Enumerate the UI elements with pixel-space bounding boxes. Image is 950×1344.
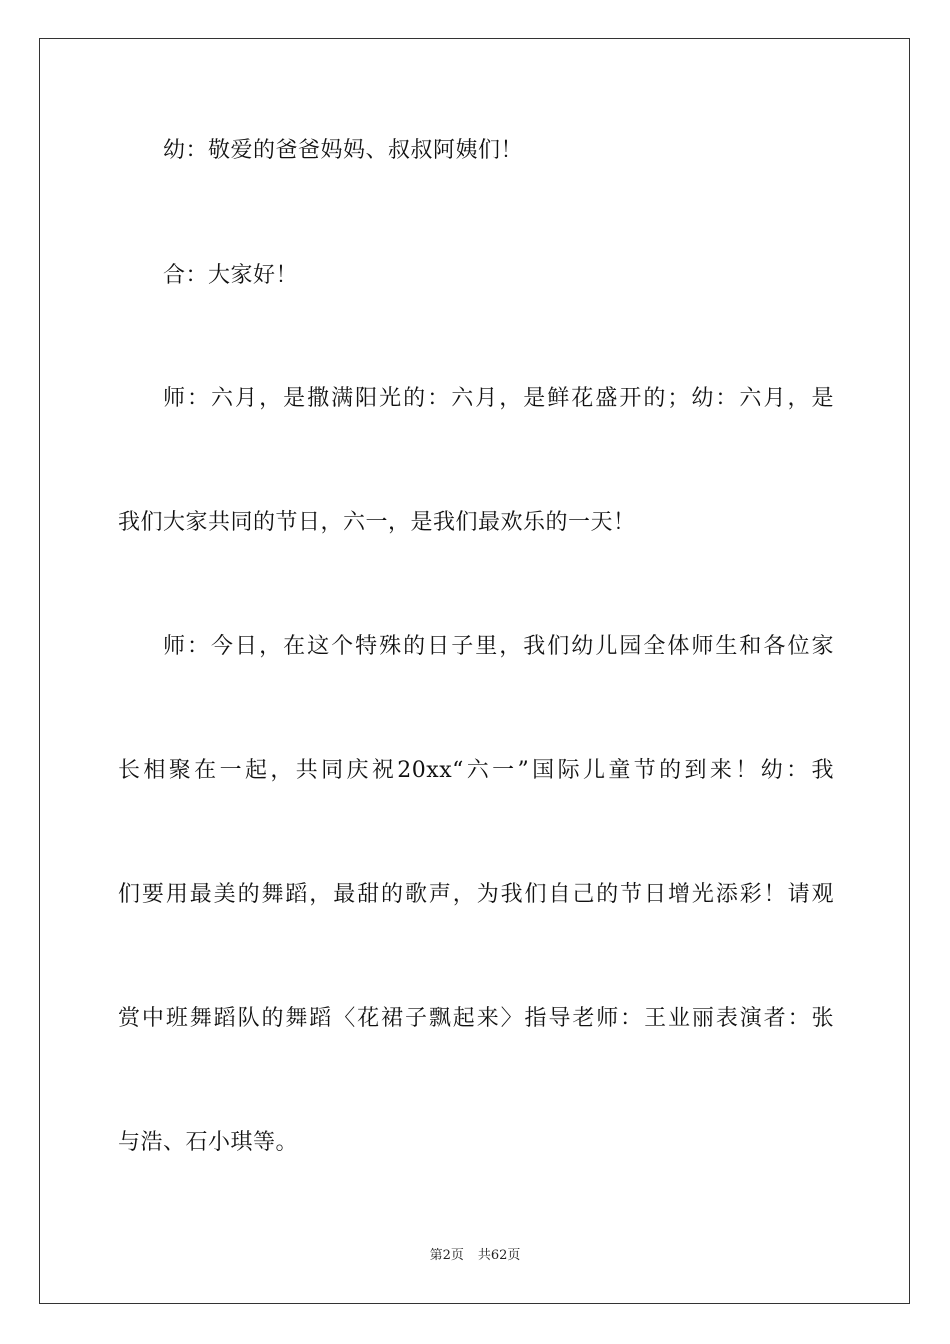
page-number: 第2页 xyxy=(429,1248,464,1263)
paragraph-line-6: 长相聚在一起，共同庆祝20xx“六一”国际儿童节的到来！幼：我 xyxy=(118,758,834,783)
paragraph-line-5: 师：今日，在这个特殊的日子里，我们幼儿园全体师生和各位家 xyxy=(163,634,834,659)
paragraph-line-9: 与浩、石小琪等。 xyxy=(118,1130,299,1155)
paragraph-line-1: 幼：敬爱的爸爸妈妈、叔叔阿姨们！ xyxy=(163,138,524,163)
paragraph-line-4: 我们大家共同的节日，六一，是我们最欢乐的一天！ xyxy=(118,510,636,535)
paragraph-line-3: 师：六月，是撒满阳光的：六月，是鲜花盛开的；幼：六月，是 xyxy=(163,386,834,411)
paragraph-line-8: 赏中班舞蹈队的舞蹈〈花裙子飘起来〉指导老师：王业丽表演者：张 xyxy=(118,1006,834,1031)
paragraph-line-7: 们要用最美的舞蹈，最甜的歌声，为我们自己的节日增光添彩！请观 xyxy=(118,882,834,907)
paragraph-line-2: 合：大家好！ xyxy=(163,263,299,288)
page-border xyxy=(39,38,910,1304)
page-footer xyxy=(0,1247,950,1265)
page-total: 共62页 xyxy=(477,1248,521,1263)
